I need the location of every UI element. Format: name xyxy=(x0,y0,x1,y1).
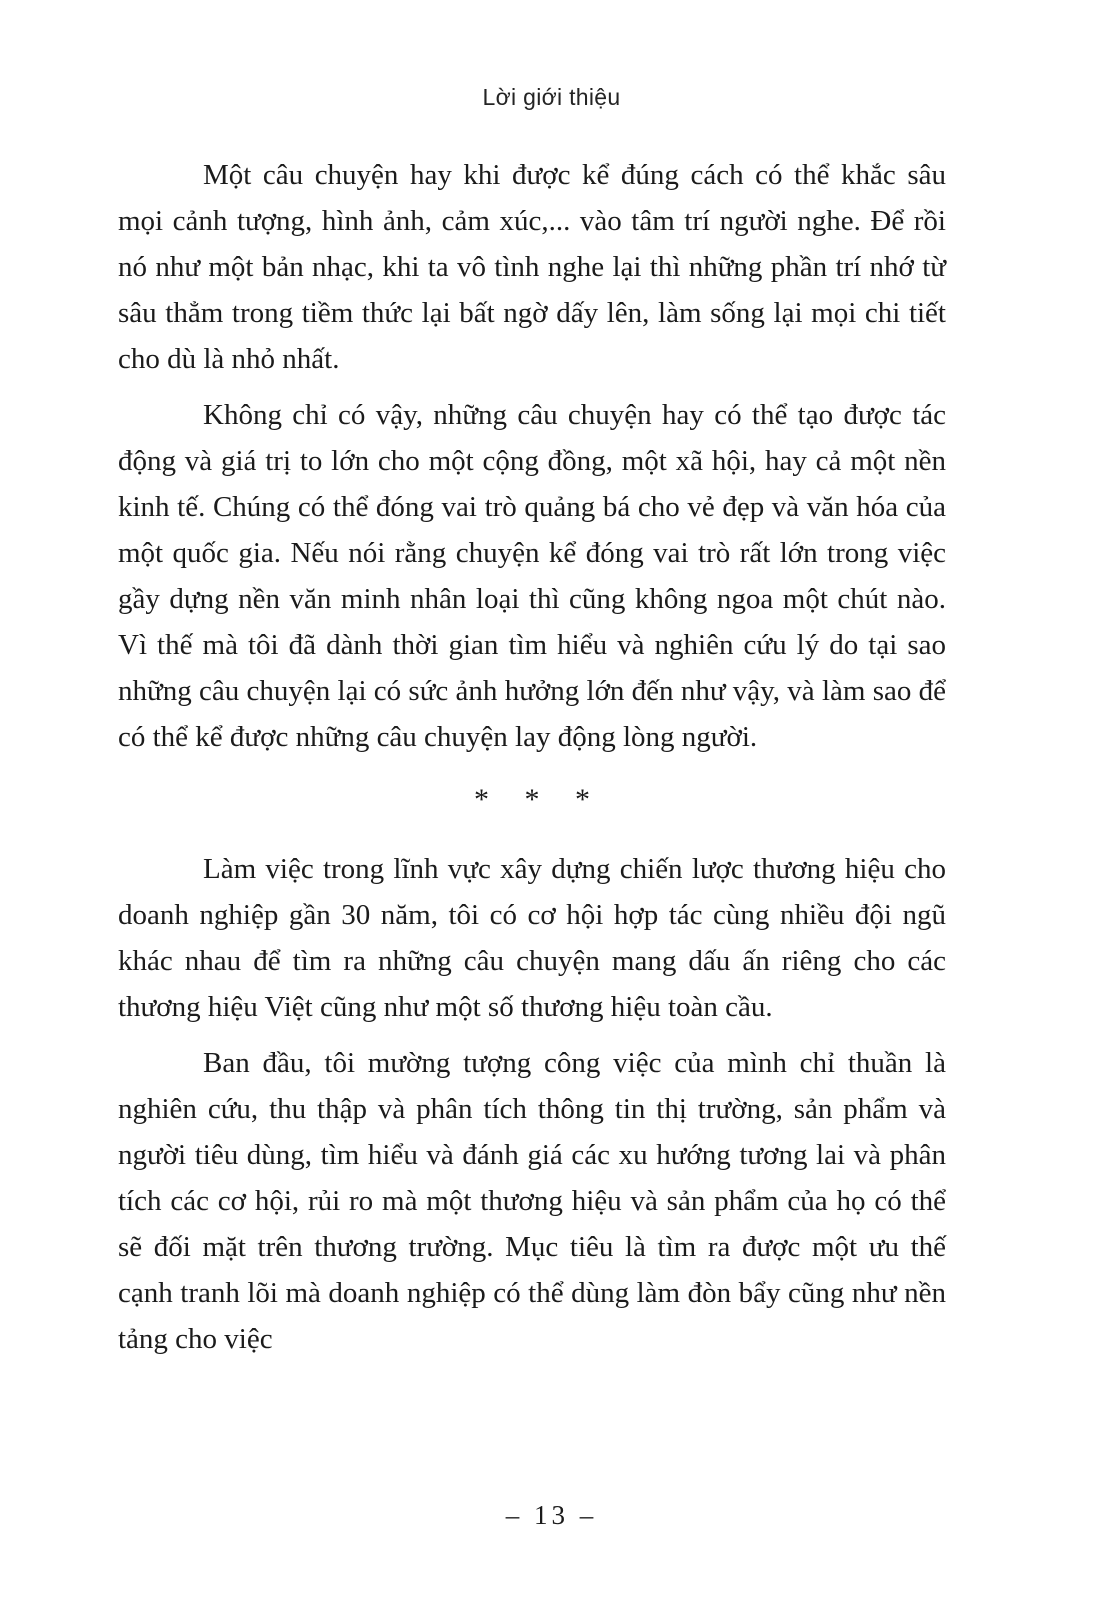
paragraph: Làm việc trong lĩnh vực xây dựng chiến lược thương hiệu cho doanh nghiệp gần 30 năm, tôi có cơ hội hợp tác cùng nhiều đội ngũ khác nhau để tìm ra những câu chuyện mang dấu ấn riêng cho các thương hiệu Việt cũng như một số thương hiệu toàn cầu. xyxy=(118,853,946,1023)
text-column xyxy=(118,152,946,1372)
paragraph: Không chỉ có vậy, những câu chuyện hay có thể tạo được tác động và giá trị to lớn cho một cộng đồng, một xã hội, hay cả một nền kinh tế. Chúng có thể đóng vai trò quảng bá cho vẻ đẹp và văn hóa của một quốc gia. Nếu nói rằng chuyện kể đóng vai trò rất lớn trong việc gầy dựng nền văn minh nhân loại thì cũng không ngoa một chút nào. Vì thế mà tôi đã dành thời gian tìm hiểu và nghiên cứu lý do tại sao những câu chuyện lại có sức ảnh hưởng lớn đến như vậy, và làm sao để có thể kể được những câu chuyện lay động lòng người. xyxy=(118,399,946,753)
section-separator xyxy=(118,770,946,816)
running-header: Lời giới thiệu xyxy=(482,84,621,110)
separator-stars: * * * xyxy=(474,783,604,816)
paragraph: Một câu chuyện hay khi được kể đúng cách có thể khắc sâu mọi cảnh tượng, hình ảnh, cảm xúc,... vào tâm trí người nghe. Để rồi nó như một bản nhạc, khi ta vô tình nghe lại thì những phần trí nhớ từ sâu thẳm trong tiềm thức lại bất ngờ dấy lên, làm sống lại mọi chi tiết cho dù là nhỏ nhất. xyxy=(118,159,946,375)
paragraph: Ban đầu, tôi mường tượng công việc của mình chỉ thuần là nghiên cứu, thu thập và phân tích thông tin thị trường, sản phẩm và người tiêu dùng, tìm hiểu và đánh giá các xu hướng tương lai và phân tích các cơ hội, rủi ro mà một thương hiệu và sản phẩm của họ có thể sẽ đối mặt trên thương trường. Mục tiêu là tìm ra được một ưu thế cạnh tranh lõi mà doanh nghiệp có thể dùng làm đòn bẩy cũng như nền tảng cho việc xyxy=(118,1047,946,1355)
page-number: – 13 – xyxy=(505,1500,598,1530)
